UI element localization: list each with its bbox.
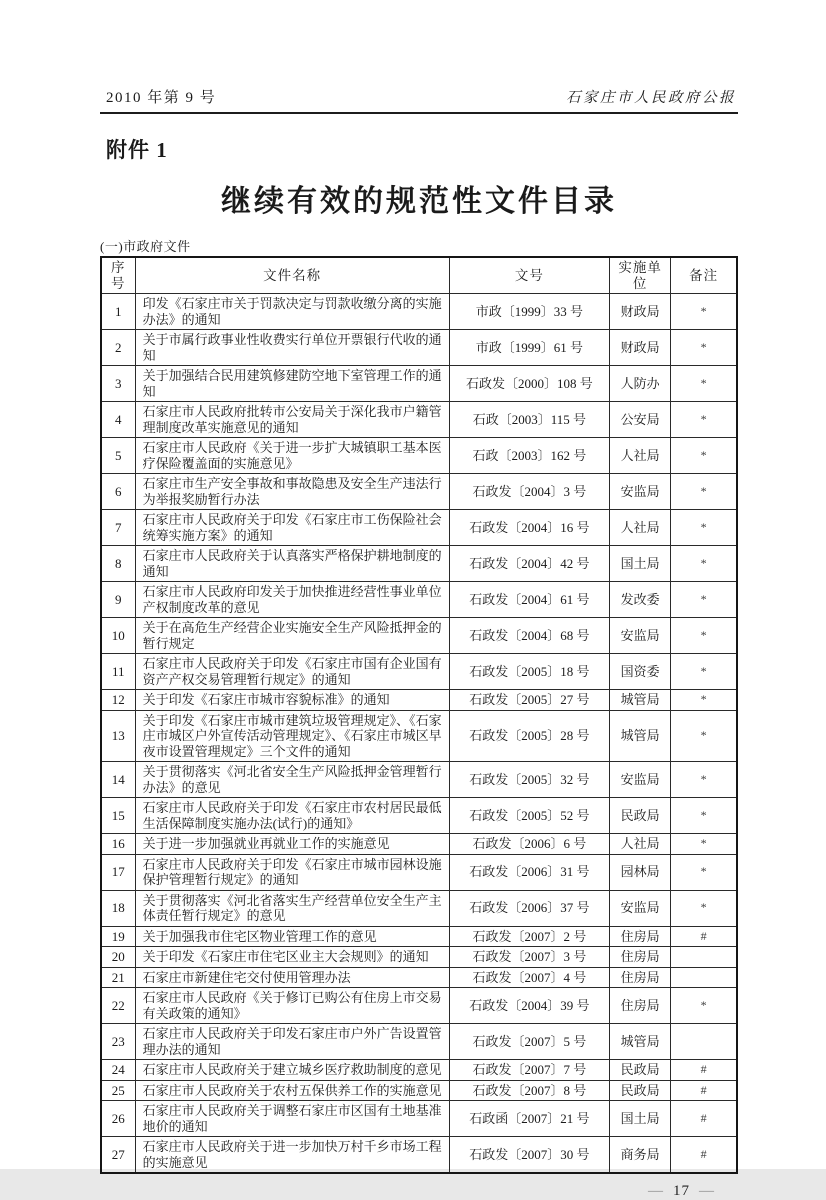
cell-no: 21 (101, 967, 135, 988)
cell-remark: * (671, 546, 737, 582)
cell-no: 25 (101, 1080, 135, 1101)
cell-name: 关于在高危生产经营企业实施安全生产风险抵押金的暂行规定 (135, 618, 449, 654)
cell-remark: * (671, 762, 737, 798)
cell-remark: # (671, 1080, 737, 1101)
cell-no: 2 (101, 330, 135, 366)
cell-no: 16 (101, 834, 135, 855)
cell-no: 17 (101, 854, 135, 890)
issue-number: 2010 年第 9 号 (106, 90, 217, 106)
masthead-rule (100, 112, 738, 114)
cell-unit: 安监局 (610, 618, 671, 654)
column-header-doc-no: 文号 (449, 257, 610, 294)
table-row (101, 798, 737, 834)
cell-doc-no: 石政发〔2006〕6 号 (449, 834, 610, 855)
cell-remark: * (671, 618, 737, 654)
table-row (101, 402, 737, 438)
cell-no: 5 (101, 438, 135, 474)
section-label: (一)市政府文件 (100, 239, 191, 254)
cell-remark: * (671, 710, 737, 762)
cell-doc-no: 石政发〔2004〕39 号 (449, 988, 610, 1024)
cell-remark: * (671, 366, 737, 402)
table-row (101, 926, 737, 947)
cell-no: 26 (101, 1101, 135, 1137)
cell-remark: * (671, 330, 737, 366)
cell-unit: 国土局 (610, 546, 671, 582)
table-row (101, 1024, 737, 1060)
column-header-unit: 实施单位 (610, 257, 671, 294)
table-header-row (101, 257, 737, 294)
table-row (101, 546, 737, 582)
cell-remark (671, 1024, 737, 1060)
cell-name: 关于市属行政事业性收费实行单位开票银行代收的通知 (135, 330, 449, 366)
cell-doc-no: 石政发〔2006〕37 号 (449, 890, 610, 926)
table-row (101, 710, 737, 762)
cell-unit: 民政局 (610, 1060, 671, 1081)
cell-no: 11 (101, 654, 135, 690)
cell-remark: * (671, 294, 737, 330)
column-header-name: 文件名称 (135, 257, 449, 294)
cell-no: 10 (101, 618, 135, 654)
cell-name: 石家庄市人民政府关于农村五保供养工作的实施意见 (135, 1080, 449, 1101)
cell-remark: * (671, 510, 737, 546)
footer-dash-left: — (648, 1183, 664, 1199)
cell-name: 关于贯彻落实《河北省落实生产经营单位安全生产主体责任暂行规定》的意见 (135, 890, 449, 926)
cell-name: 石家庄市人民政府关于印发《石家庄市城市园林设施保护管理暂行规定》的通知 (135, 854, 449, 890)
cell-no: 27 (101, 1137, 135, 1174)
cell-doc-no: 石政发〔2007〕8 号 (449, 1080, 610, 1101)
cell-remark: # (671, 1137, 737, 1174)
cell-no: 15 (101, 798, 135, 834)
cell-name: 石家庄市人民政府《关于修订已购公有住房上市交易有关政策的通知》 (135, 988, 449, 1024)
cell-doc-no: 石政发〔2004〕16 号 (449, 510, 610, 546)
table-row (101, 654, 737, 690)
table-row (101, 366, 737, 402)
cell-name: 关于进一步加强就业再就业工作的实施意见 (135, 834, 449, 855)
table-row (101, 582, 737, 618)
table-row (101, 1080, 737, 1101)
table-row (101, 988, 737, 1024)
column-header-no: 序号 (101, 257, 135, 294)
cell-no: 13 (101, 710, 135, 762)
cell-doc-no: 市政〔1999〕61 号 (449, 330, 610, 366)
cell-no: 3 (101, 366, 135, 402)
cell-name: 关于贯彻落实《河北省安全生产风险抵押金管理暂行办法》的意见 (135, 762, 449, 798)
cell-no: 7 (101, 510, 135, 546)
cell-remark: * (671, 438, 737, 474)
cell-name: 石家庄市人民政府关于建立城乡医疗救助制度的意见 (135, 1060, 449, 1081)
cell-unit: 安监局 (610, 762, 671, 798)
cell-name: 印发《石家庄市关于罚款决定与罚款收缴分离的实施办法》的通知 (135, 294, 449, 330)
cell-remark: * (671, 402, 737, 438)
cell-no: 12 (101, 690, 135, 711)
document-table (100, 256, 738, 1174)
cell-no: 19 (101, 926, 135, 947)
cell-remark (671, 967, 737, 988)
cell-no: 18 (101, 890, 135, 926)
page-title: 继续有效的规范性文件目录 (221, 185, 617, 218)
cell-name: 石家庄市人民政府印发关于加快推进经营性事业单位产权制度改革的意见 (135, 582, 449, 618)
cell-unit: 城管局 (610, 690, 671, 711)
cell-name: 石家庄市人民政府关于调整石家庄市区国有土地基准地价的通知 (135, 1101, 449, 1137)
cell-unit: 财政局 (610, 294, 671, 330)
cell-no: 20 (101, 947, 135, 968)
cell-name: 石家庄市人民政府《关于进一步扩大城镇职工基本医疗保险覆盖面的实施意见》 (135, 438, 449, 474)
cell-unit: 国资委 (610, 654, 671, 690)
cell-name: 石家庄市人民政府关于印发《石家庄市工伤保险社会统筹实施方案》的通知 (135, 510, 449, 546)
table-row (101, 1137, 737, 1174)
cell-doc-no: 石政〔2003〕115 号 (449, 402, 610, 438)
cell-remark: * (671, 798, 737, 834)
cell-doc-no: 石政发〔2007〕30 号 (449, 1137, 610, 1174)
cell-name: 石家庄市生产安全事故和事故隐患及安全生产违法行为举报奖励暂行办法 (135, 474, 449, 510)
table-row (101, 690, 737, 711)
table-row (101, 854, 737, 890)
cell-doc-no: 石政发〔2007〕3 号 (449, 947, 610, 968)
cell-doc-no: 石政发〔2005〕18 号 (449, 654, 610, 690)
cell-name: 石家庄市人民政府关于认真落实严格保护耕地制度的通知 (135, 546, 449, 582)
cell-name: 石家庄市人民政府关于进一步加快万村千乡市场工程的实施意见 (135, 1137, 449, 1174)
cell-unit: 商务局 (610, 1137, 671, 1174)
cell-remark: * (671, 654, 737, 690)
cell-doc-no: 石政发〔2007〕4 号 (449, 967, 610, 988)
cell-remark: * (671, 834, 737, 855)
cell-doc-no: 石政发〔2007〕5 号 (449, 1024, 610, 1060)
cell-unit: 人社局 (610, 438, 671, 474)
table-row (101, 1060, 737, 1081)
cell-name: 关于加强结合民用建筑修建防空地下室管理工作的通知 (135, 366, 449, 402)
table-row (101, 330, 737, 366)
page-footer (100, 1183, 738, 1200)
cell-no: 4 (101, 402, 135, 438)
table-row (101, 474, 737, 510)
cell-doc-no: 石政发〔2000〕108 号 (449, 366, 610, 402)
cell-no: 22 (101, 988, 135, 1024)
cell-remark: # (671, 1060, 737, 1081)
cell-doc-no: 石政〔2003〕162 号 (449, 438, 610, 474)
cell-unit: 园林局 (610, 854, 671, 890)
table-row (101, 834, 737, 855)
cell-no: 8 (101, 546, 135, 582)
cell-unit: 住房局 (610, 988, 671, 1024)
cell-doc-no: 石政发〔2006〕31 号 (449, 854, 610, 890)
cell-no: 6 (101, 474, 135, 510)
cell-doc-no: 石政发〔2007〕2 号 (449, 926, 610, 947)
cell-no: 23 (101, 1024, 135, 1060)
cell-unit: 人社局 (610, 834, 671, 855)
cell-name: 石家庄市人民政府关于印发《石家庄市国有企业国有资产产权交易管理暂行规定》的通知 (135, 654, 449, 690)
cell-unit: 安监局 (610, 474, 671, 510)
cell-name: 关于印发《石家庄市城市容貌标准》的通知 (135, 690, 449, 711)
cell-unit: 人社局 (610, 510, 671, 546)
table-row (101, 1101, 737, 1137)
cell-unit: 住房局 (610, 926, 671, 947)
cell-remark: # (671, 1101, 737, 1137)
cell-name: 关于加强我市住宅区物业管理工作的意见 (135, 926, 449, 947)
footer-dash-right: — (699, 1183, 715, 1199)
cell-no: 14 (101, 762, 135, 798)
document-table-body (101, 294, 737, 1174)
cell-remark: * (671, 690, 737, 711)
cell-unit: 民政局 (610, 1080, 671, 1101)
cell-remark: * (671, 854, 737, 890)
cell-name: 石家庄市新建住宅交付使用管理办法 (135, 967, 449, 988)
cell-name: 石家庄市人民政府关于印发《石家庄市农村居民最低生活保障制度实施办法(试行)的通知》 (135, 798, 449, 834)
cell-no: 1 (101, 294, 135, 330)
cell-doc-no: 石政发〔2005〕32 号 (449, 762, 610, 798)
cell-no: 9 (101, 582, 135, 618)
cell-name: 石家庄市人民政府关于印发石家庄市户外广告设置管理办法的通知 (135, 1024, 449, 1060)
table-row (101, 947, 737, 968)
cell-name: 石家庄市人民政府批转市公安局关于深化我市户籍管理制度改革实施意见的通知 (135, 402, 449, 438)
cell-unit: 住房局 (610, 967, 671, 988)
table-row (101, 618, 737, 654)
cell-doc-no: 石政发〔2004〕42 号 (449, 546, 610, 582)
cell-doc-no: 石政发〔2005〕28 号 (449, 710, 610, 762)
cell-doc-no: 石政发〔2004〕61 号 (449, 582, 610, 618)
cell-unit: 发改委 (610, 582, 671, 618)
cell-remark: * (671, 890, 737, 926)
cell-unit: 民政局 (610, 798, 671, 834)
cell-unit: 国土局 (610, 1101, 671, 1137)
masthead (100, 86, 738, 107)
table-header (101, 257, 737, 294)
page-number: 17 (673, 1183, 690, 1199)
table-row (101, 438, 737, 474)
cell-doc-no: 石政发〔2004〕68 号 (449, 618, 610, 654)
cell-doc-no: 石政发〔2005〕52 号 (449, 798, 610, 834)
cell-doc-no: 市政〔1999〕33 号 (449, 294, 610, 330)
cell-unit: 城管局 (610, 710, 671, 762)
cell-remark: * (671, 582, 737, 618)
publication-name: 石家庄市人民政府公报 (566, 90, 736, 106)
cell-remark: * (671, 988, 737, 1024)
table-row (101, 294, 737, 330)
table-row (101, 967, 737, 988)
cell-no: 24 (101, 1060, 135, 1081)
cell-unit: 城管局 (610, 1024, 671, 1060)
cell-unit: 人防办 (610, 366, 671, 402)
table-row (101, 762, 737, 798)
attachment-label: 附件 1 (106, 138, 168, 162)
cell-remark (671, 947, 737, 968)
cell-doc-no: 石政发〔2005〕27 号 (449, 690, 610, 711)
cell-unit: 公安局 (610, 402, 671, 438)
cell-doc-no: 石政发〔2007〕7 号 (449, 1060, 610, 1081)
cell-name: 关于印发《石家庄市城市建筑垃圾管理规定》、《石家庄市城区户外宣传活动管理规定》、《石家庄市城区早夜市设置管理规定》三个文件的通知 (135, 710, 449, 762)
column-header-remark: 备注 (671, 257, 737, 294)
cell-doc-no: 石政函〔2007〕21 号 (449, 1101, 610, 1137)
cell-unit: 安监局 (610, 890, 671, 926)
cell-remark: # (671, 926, 737, 947)
cell-unit: 住房局 (610, 947, 671, 968)
page-content (100, 0, 738, 1200)
cell-doc-no: 石政发〔2004〕3 号 (449, 474, 610, 510)
table-row (101, 890, 737, 926)
cell-remark: * (671, 474, 737, 510)
table-row (101, 510, 737, 546)
cell-unit: 财政局 (610, 330, 671, 366)
cell-name: 关于印发《石家庄市住宅区业主大会规则》的通知 (135, 947, 449, 968)
